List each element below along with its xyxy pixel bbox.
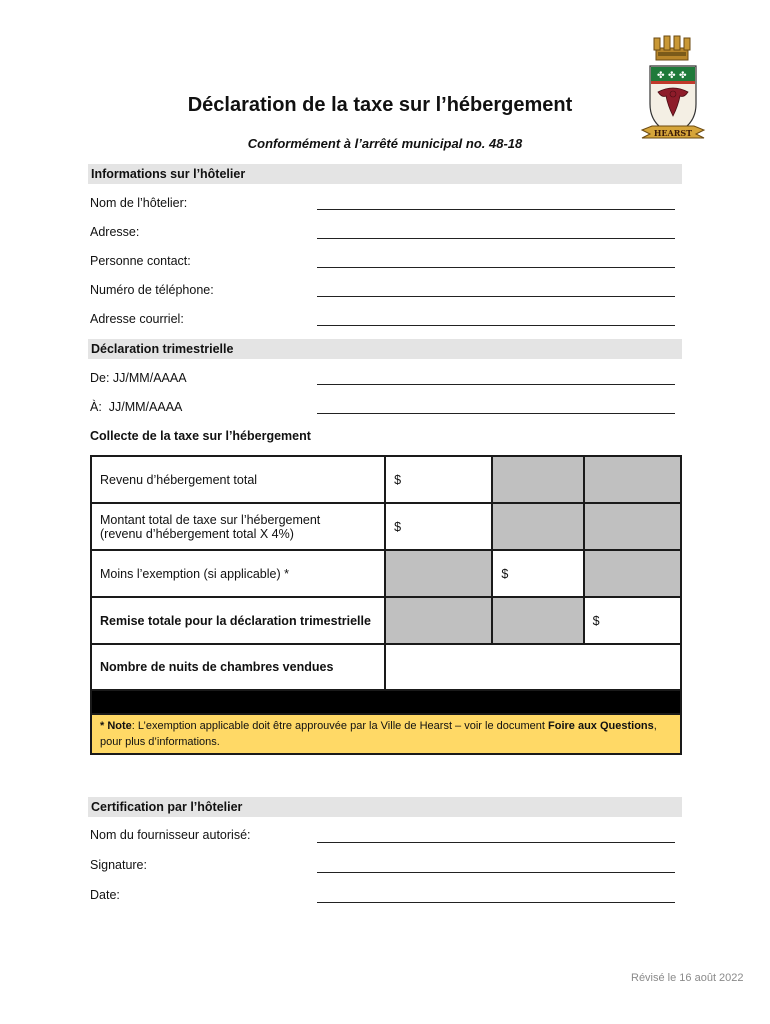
room-nights-label: Nombre de nuits de chambres vendues bbox=[91, 644, 385, 690]
section-certification: Certification par l’hôtelier bbox=[88, 797, 682, 817]
date-label: Date: bbox=[90, 888, 120, 902]
total-remittance-label: Remise totale pour la déclaration trimestrielle bbox=[91, 597, 385, 644]
address-field[interactable] bbox=[317, 238, 675, 239]
table-row bbox=[91, 456, 681, 503]
gray-cell bbox=[584, 550, 681, 597]
hotelier-name-label: Nom de l’hôtelier: bbox=[90, 196, 188, 210]
total-tax-label-line2: (revenu d’hébergement total X 4%) bbox=[100, 526, 294, 541]
total-tax-label-line1: Montant total de taxe sur l’hébergement bbox=[100, 512, 321, 527]
authorized-supplier-field[interactable] bbox=[317, 842, 675, 843]
total-remittance-input[interactable] bbox=[584, 597, 681, 644]
black-separator bbox=[91, 690, 681, 714]
gray-cell bbox=[385, 550, 492, 597]
total-tax-input[interactable] bbox=[385, 503, 492, 550]
exemption-input[interactable] bbox=[492, 550, 583, 597]
currency-symbol: $ bbox=[592, 613, 600, 628]
email-label: Adresse courriel: bbox=[90, 312, 184, 326]
date-from-label: De: JJ/MM/AAAA bbox=[90, 371, 187, 385]
hearst-coat-of-arms-logo bbox=[640, 34, 706, 144]
revision-date: Révisé le 16 août 2022 bbox=[631, 972, 744, 984]
signature-field[interactable] bbox=[317, 872, 675, 873]
svg-text:✤: ✤ bbox=[679, 71, 687, 81]
table-row bbox=[91, 550, 681, 597]
signature-label: Signature: bbox=[90, 858, 147, 872]
date-field[interactable] bbox=[317, 902, 675, 903]
contact-person-field[interactable] bbox=[317, 267, 675, 268]
exemption-note bbox=[91, 714, 681, 754]
svg-text:✤: ✤ bbox=[668, 71, 676, 81]
svg-text:HEARST: HEARST bbox=[653, 128, 693, 138]
note-text-2: , pour plus d’informations. bbox=[100, 720, 657, 748]
date-to-field[interactable] bbox=[317, 413, 675, 414]
contact-person-label: Personne contact: bbox=[90, 254, 191, 268]
currency-symbol: $ bbox=[501, 566, 509, 581]
table-row bbox=[91, 714, 681, 754]
note-text-1: : L’exemption applicable doit être approuvée par la Ville de Hearst – voir le document bbox=[131, 720, 548, 732]
currency-symbol: $ bbox=[394, 519, 402, 534]
note-prefix: * Note bbox=[100, 720, 132, 732]
total-revenue-input[interactable] bbox=[385, 456, 492, 503]
section-hotelier-info: Informations sur l’hôtelier bbox=[88, 164, 682, 184]
total-revenue-label: Revenu d’hébergement total bbox=[91, 456, 385, 503]
table-row bbox=[91, 503, 681, 550]
gray-cell bbox=[492, 503, 583, 550]
gray-cell bbox=[492, 597, 583, 644]
phone-label: Numéro de téléphone: bbox=[90, 283, 214, 297]
table-separator-row bbox=[91, 690, 681, 714]
page-subtitle: Conformément à l’arrêté municipal no. 48-18 bbox=[247, 136, 523, 151]
hotelier-name-field[interactable] bbox=[317, 209, 675, 210]
gray-cell bbox=[492, 456, 583, 503]
phone-field[interactable] bbox=[317, 296, 675, 297]
collection-heading: Collecte de la taxe sur l’hébergement bbox=[90, 429, 311, 443]
crown-icon bbox=[654, 36, 690, 60]
faq-link[interactable]: Foire aux Questions bbox=[548, 720, 654, 732]
section-quarterly-declaration: Déclaration trimestrielle bbox=[88, 339, 682, 359]
svg-text:✤: ✤ bbox=[657, 71, 665, 81]
table-row bbox=[91, 644, 681, 690]
gray-cell bbox=[584, 456, 681, 503]
total-tax-label bbox=[91, 503, 385, 550]
currency-symbol: $ bbox=[394, 472, 402, 487]
tax-collection-table bbox=[90, 455, 682, 755]
table-row bbox=[91, 597, 681, 644]
exemption-label: Moins l’exemption (si applicable) * bbox=[91, 550, 385, 597]
email-field[interactable] bbox=[317, 325, 675, 326]
address-label: Adresse: bbox=[90, 225, 140, 239]
date-to-label: À: JJ/MM/AAAA bbox=[90, 400, 183, 414]
gray-cell bbox=[584, 503, 681, 550]
gray-cell bbox=[385, 597, 492, 644]
room-nights-input[interactable] bbox=[385, 644, 681, 690]
authorized-supplier-label: Nom du fournisseur autorisé: bbox=[90, 828, 251, 842]
page-title: Déclaration de la taxe sur l’hébergement bbox=[187, 94, 573, 116]
date-from-field[interactable] bbox=[317, 384, 675, 385]
